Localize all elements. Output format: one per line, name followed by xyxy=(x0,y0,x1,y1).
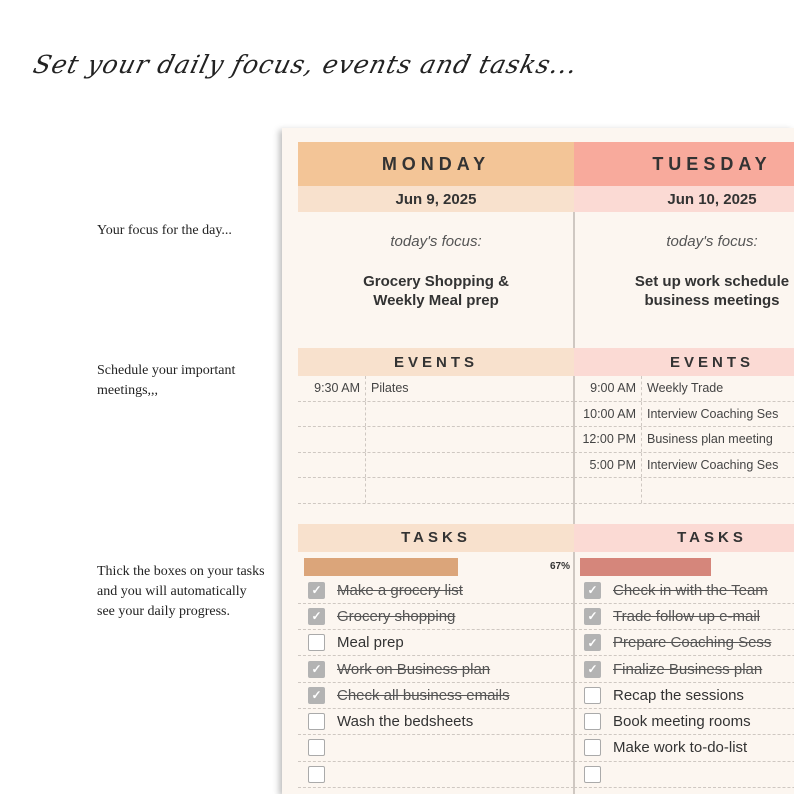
task-item xyxy=(574,630,794,656)
events-list xyxy=(298,376,574,504)
task-text: Wash the bedsheets xyxy=(337,713,474,731)
events-note: Schedule your important meetings,,, xyxy=(97,363,236,398)
task-checkbox[interactable] xyxy=(308,766,325,783)
event-row[interactable] xyxy=(298,427,574,453)
events-list xyxy=(574,376,794,504)
task-text: Prepare Coaching Sess xyxy=(613,634,772,652)
event-row[interactable] xyxy=(298,402,574,428)
headline: Set your daily focus, events and tasks... xyxy=(30,50,582,79)
task-item xyxy=(574,709,794,735)
task-text: Book meeting rooms xyxy=(613,713,751,731)
event-row[interactable] xyxy=(298,376,574,402)
task-item xyxy=(298,735,574,761)
checkmark-icon: ✓ xyxy=(587,609,598,624)
event-title xyxy=(366,453,574,478)
task-checkbox[interactable] xyxy=(584,608,601,625)
task-item xyxy=(574,762,794,788)
focus-note: Your focus for the day... xyxy=(97,223,232,238)
event-row[interactable] xyxy=(574,376,794,402)
task-checkbox[interactable] xyxy=(584,687,601,704)
task-checkbox[interactable] xyxy=(584,739,601,756)
checkmark-icon: ✓ xyxy=(311,688,322,703)
event-time xyxy=(298,453,366,478)
task-item xyxy=(574,683,794,709)
task-checkbox[interactable] xyxy=(308,687,325,704)
event-time xyxy=(298,402,366,427)
task-checkbox[interactable] xyxy=(308,582,325,599)
day-name: MONDAY xyxy=(298,142,574,186)
planner-page xyxy=(282,128,794,794)
event-time: 10:00 AM xyxy=(574,402,642,427)
tasks-header: TASKS xyxy=(574,524,794,552)
events-header: EVENTS xyxy=(574,348,794,376)
task-item xyxy=(298,604,574,630)
task-list xyxy=(298,578,574,788)
task-item xyxy=(298,683,574,709)
progress-bar xyxy=(298,552,574,578)
task-text: Work on Business plan xyxy=(337,660,491,678)
task-checkbox[interactable] xyxy=(308,661,325,678)
event-row[interactable] xyxy=(574,402,794,428)
event-row[interactable] xyxy=(298,478,574,504)
progress-percent: 67% xyxy=(549,560,570,572)
task-checkbox[interactable] xyxy=(308,739,325,756)
task-text: Check all business emails xyxy=(337,686,510,704)
task-checkbox[interactable] xyxy=(308,713,325,730)
task-text: Check in with the Team xyxy=(613,581,768,599)
task-checkbox[interactable] xyxy=(584,766,601,783)
checkmark-icon: ✓ xyxy=(311,609,322,624)
checkmark-icon: ✓ xyxy=(311,662,322,677)
event-time xyxy=(298,478,366,503)
checkmark-icon: ✓ xyxy=(587,583,598,598)
task-item xyxy=(574,656,794,682)
progress-bar xyxy=(574,552,794,578)
event-time xyxy=(298,427,366,452)
task-checkbox[interactable] xyxy=(584,634,601,651)
event-title: Pilates xyxy=(371,381,409,396)
focus-label: today's focus: xyxy=(390,233,482,250)
tasks-header: TASKS xyxy=(298,524,574,552)
task-item xyxy=(298,709,574,735)
event-title: Weekly Trade xyxy=(647,381,724,396)
day-column-tuesday xyxy=(574,142,794,794)
task-list xyxy=(574,578,794,788)
task-item xyxy=(298,630,574,656)
task-text: Trade follow up e-mail xyxy=(613,607,761,625)
event-row[interactable] xyxy=(298,453,574,479)
checkmark-icon: ✓ xyxy=(311,583,322,598)
event-row[interactable] xyxy=(574,453,794,479)
event-row[interactable] xyxy=(574,478,794,504)
event-title xyxy=(642,478,794,503)
focus-text[interactable]: Grocery Shopping & Weekly Meal prep xyxy=(363,273,509,309)
event-row[interactable] xyxy=(574,427,794,453)
task-text: Make work to-do-list xyxy=(613,739,748,757)
day-date: Jun 9, 2025 xyxy=(298,186,574,212)
task-checkbox[interactable] xyxy=(584,582,601,599)
event-title xyxy=(366,478,574,503)
tasks-note: Thick the boxes on your tasks and you will automatically see your daily progress. xyxy=(97,564,265,619)
task-item xyxy=(298,656,574,682)
event-title: Business plan meeting xyxy=(647,432,773,447)
task-item xyxy=(574,604,794,630)
task-item xyxy=(574,578,794,604)
event-title xyxy=(366,427,574,452)
task-item xyxy=(574,735,794,761)
task-text: Meal prep xyxy=(337,634,404,652)
focus-text[interactable]: Set up work schedule business meetings xyxy=(634,273,790,309)
checkmark-icon: ✓ xyxy=(587,662,598,677)
task-text: Grocery shopping xyxy=(337,607,456,625)
event-title xyxy=(366,402,574,427)
event-time: 9:00 AM xyxy=(574,376,642,401)
day-column-monday xyxy=(298,142,574,794)
event-time xyxy=(574,478,642,503)
task-checkbox[interactable] xyxy=(308,634,325,651)
task-text: Recap the sessions xyxy=(613,686,744,704)
events-header: EVENTS xyxy=(298,348,574,376)
task-text: Make a grocery list xyxy=(337,581,463,599)
checkmark-icon: ✓ xyxy=(587,635,598,650)
progress-fill xyxy=(304,558,458,576)
event-time: 5:00 PM xyxy=(574,453,642,478)
event-title: Interview Coaching Ses xyxy=(647,457,779,472)
day-date: Jun 10, 2025 xyxy=(574,186,794,212)
progress-fill xyxy=(580,558,711,576)
task-checkbox[interactable] xyxy=(308,608,325,625)
task-item xyxy=(298,578,574,604)
focus-label: today's focus: xyxy=(666,233,758,250)
task-text: Finalize Business plan xyxy=(613,660,763,678)
day-name: TUESDAY xyxy=(574,142,794,186)
task-item xyxy=(298,762,574,788)
event-title: Interview Coaching Ses xyxy=(647,406,779,421)
event-time: 9:30 AM xyxy=(298,376,366,401)
task-checkbox[interactable] xyxy=(584,661,601,678)
event-time: 12:00 PM xyxy=(574,427,642,452)
task-checkbox[interactable] xyxy=(584,713,601,730)
